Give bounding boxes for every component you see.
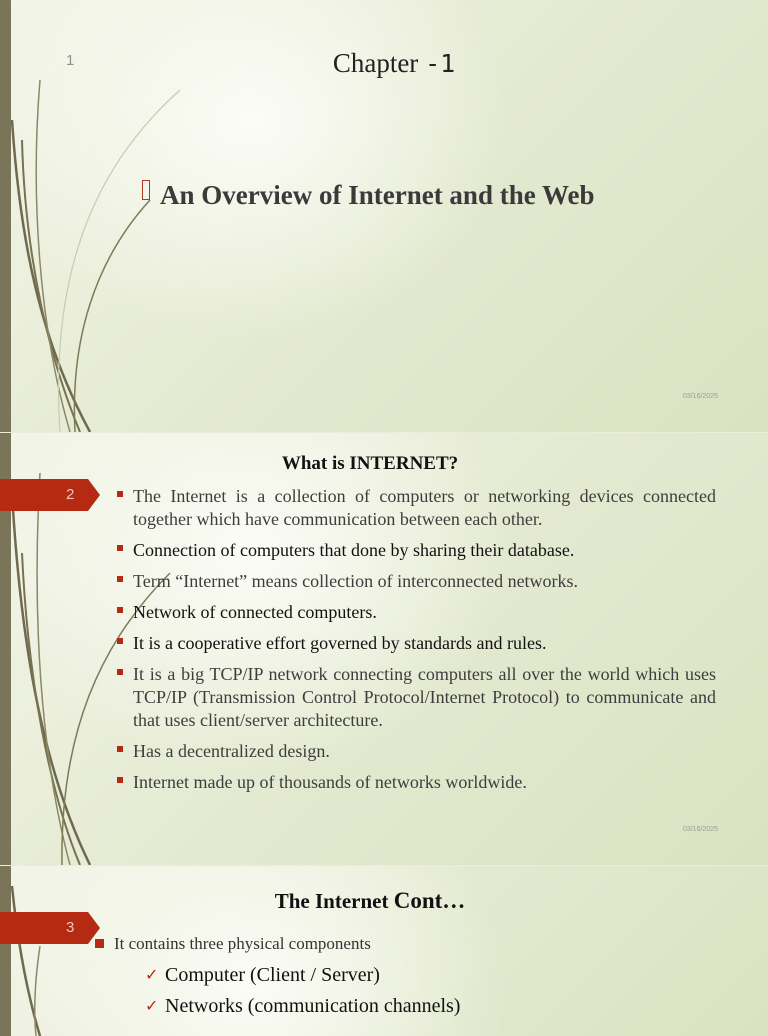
slide-2[interactable] bbox=[0, 433, 768, 865]
intro-bullet bbox=[114, 934, 371, 954]
tag-shape-icon bbox=[0, 912, 100, 944]
list-item: Term “Internet” means collection of interconnected networks. bbox=[114, 570, 716, 593]
slide-number: 2 bbox=[66, 486, 75, 503]
title-suffix: -1 bbox=[425, 49, 456, 78]
slide-1[interactable] bbox=[0, 0, 768, 432]
slide-title bbox=[0, 48, 768, 79]
slide-heading: What is INTERNET? bbox=[281, 453, 459, 474]
square-bullet-icon bbox=[95, 939, 104, 948]
intro-text: It contains three physical components bbox=[114, 934, 371, 953]
slide-number-tag bbox=[0, 912, 100, 944]
list-item: It is a big TCP/IP network connecting computers all over the world which uses TCP/IP (Transmission Control Protocol/Internet Protocol) to communicate and that uses client/server architecture. bbox=[114, 663, 716, 732]
list-item: The Internet is a collection of computers or networking devices connected together which have communication between each other. bbox=[114, 485, 716, 531]
list-item: It is a cooperative effort governed by standards and rules. bbox=[114, 632, 716, 655]
slide-date: 03/16/2025 bbox=[682, 826, 718, 833]
slide-subtitle bbox=[142, 180, 594, 211]
list-item: Has a decentralized design. bbox=[114, 740, 716, 763]
tag-shape-icon bbox=[0, 479, 100, 511]
list-item: Connection of computers that done by sharing their database. bbox=[114, 539, 716, 562]
subtitle-text: An Overview of Internet and the Web bbox=[160, 180, 595, 210]
slide-number-tag bbox=[0, 479, 100, 511]
list-item bbox=[145, 991, 460, 1022]
list-item bbox=[145, 960, 460, 991]
heading-part-1: The Internet bbox=[274, 889, 394, 913]
bullet-icon bbox=[142, 180, 150, 200]
check-icon: ✓ bbox=[145, 965, 159, 984]
check-icon: ✓ bbox=[145, 996, 159, 1015]
heading-part-2: Cont… bbox=[393, 888, 466, 913]
slide-number: 1 bbox=[66, 52, 75, 69]
list-item: Internet made up of thousands of networks worldwide. bbox=[114, 771, 716, 794]
slide-3[interactable] bbox=[0, 866, 768, 1036]
slide-date: 03/16/2025 bbox=[682, 393, 718, 400]
slide-number: 3 bbox=[66, 919, 75, 936]
item-text: Networks (communication channels) bbox=[165, 995, 461, 1017]
bullet-list bbox=[114, 485, 716, 802]
slide-heading bbox=[0, 888, 740, 914]
item-text: Computer (Client / Server) bbox=[165, 964, 380, 986]
list-item: Network of connected computers. bbox=[114, 601, 716, 624]
check-list bbox=[145, 960, 460, 1022]
title-text: Chapter bbox=[332, 48, 426, 78]
